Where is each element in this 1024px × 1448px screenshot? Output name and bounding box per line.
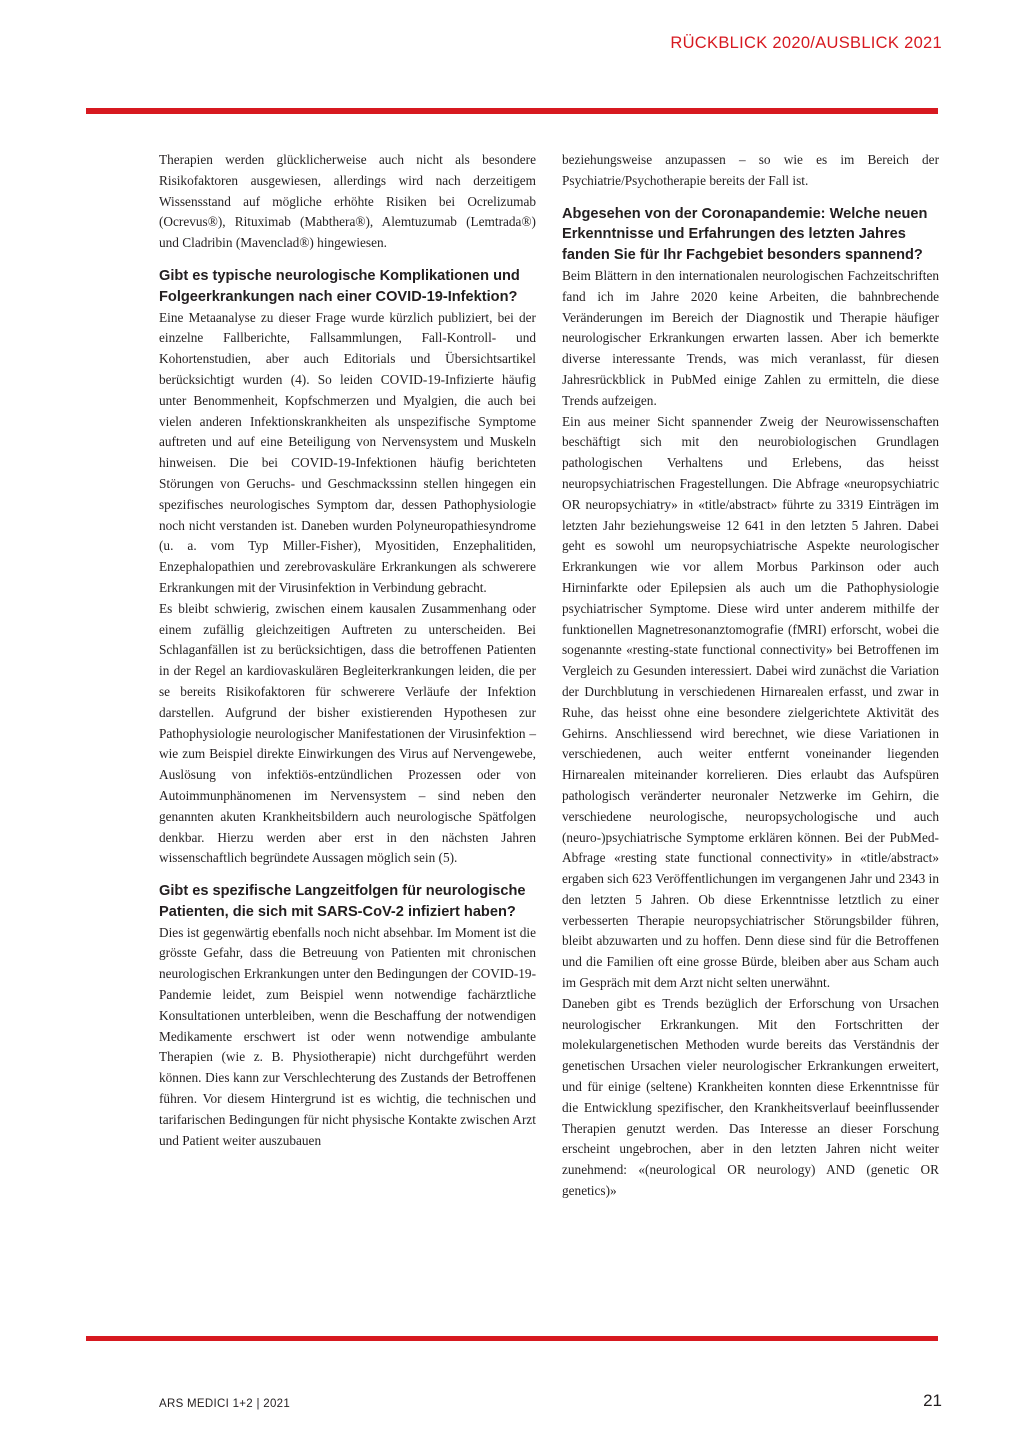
header-rule: [86, 108, 938, 114]
journal-footer: ARS MEDICI 1+2 | 2021: [159, 1398, 291, 1410]
page-number: 21: [923, 1391, 942, 1410]
right-column: [562, 150, 939, 1202]
body-paragraph: Eine Metaanalyse zu dieser Frage wurde kürzlich publiziert, bei der einzelne Fallberichte, Fallsammlungen, Fall-Kontroll- und Kohortenstudien, aber auch Editorials und Übersichtsartikel berücksichtigt wurden (4). So leiden COVID-19-Infizierte häufig unter Benommenheit, Kopfschmerzen und Myalgien, die auch bei vielen anderen Infektionskrankheiten als unspezifische Symptome auftreten und auf eine Beteiligung von Nervensystem und Muskeln hinweisen. Die bei COVID-19-Infektionen häufig berichteten Störungen von Geruchs- und Geschmackssinn stellen hingegen ein spezifisches neurologisches Symptom dar, dessen Pathophysiologie noch nicht verstanden ist. Daneben wurden Polyneuropathiesyndrome (u. a. vom Typ Miller-Fisher), Myositiden, Enzephalitiden, Enzephalopathien und zerebrovaskuläre Erkrankungen als schwerere Erkrankungen mit der Virusinfektion in Verbindung gebracht.: [159, 309, 536, 595]
question-heading: Abgesehen von der Coronapandemie: Welche neuen Erkenntnisse und Erfahrungen des letzten Jahres fanden Sie für Ihr Fachgebiet besonders spannend?: [562, 205, 928, 264]
body-paragraph: Dies ist gegenwärtig ebenfalls noch nicht absehbar. Im Moment ist die grösste Gefahr, dass die Betreuung von Patienten mit chronischen neurologischen Erkrankungen unter den Bedingungen der COVID-19-Pandemie leidet, zum Beispiel wenn notwendige fachärztliche Konsultationen unterbleiben, wenn die Beschaffung der notwendigen Medikamente erschwert ist oder wenn notwendige ambulante Therapien (wie z. B. Physiotherapie) nicht durchgeführt werden können. Dies kann zur Verschlechterung des Zustands der Betroffenen führen. Vor diesem Hintergrund ist es wichtig, die technischen und tarifarischen Bedingungen für nicht physische Kontakte zwischen Arzt und Patient weiter auszubauen: [159, 924, 536, 1148]
body-paragraph: Ein aus meiner Sicht spannender Zweig der Neurowissenschaften beschäftigt sich mit den neurobiologischen Grundlagen pathologischen Verhaltens und Erlebens, das heisst neuropsychiatrischen Fragestellungen. Die Abfrage «neuropsychiatric OR neuropsychiatry» in «title/abstract» führte zu 3319 Einträgen im letzten Jahr beziehungsweise 12 641 in den letzten 5 Jahren. Dabei geht es sowohl um neuropsychiatrische Aspekte neurologischer Erkrankungen wie vor allem Morbus Parkinson oder auch Hirninfarkte oder Epilepsien als auch um die Pathophysiologie psychiatrischer Symptome. Diese wird unter anderem mithilfe der funktionellen Magnetresonanztomografie (fMRI) erforscht, wobei die sogenannte «resting-state functional connectivity» bei Betroffenen im Vergleich zu Gesunden interessiert. Dabei wird zunächst die Variation der Durchblutung in verschiedenen Hirnarealen erfasst, und zwar in Ruhe, das heisst ohne eine besondere zielgerichtete Aktivität des Gehirns. Anschliessend wird berechnet, wie diese Variationen in verschiedenen, auch weiter entfernt voneinander liegenden Hirnarealen miteinander korrelieren. Dies erlaubt das Aufspüren pathologisch veränderter neuronaler Netzwerke im Gehirn, die verschiedene neurologische, neuropsychologische und auch (neuro-)psychiatrische Symptome erklären können. Bei der PubMed-Abfrage «resting state functional connectivity» in «title/abstract» ergaben sich 623 Veröffentlichungen im vergangenen Jahr und 2343 in den letzten 5 Jahren. Ob diese Erkenntnisse letztlich zu einer verbesserten Therapie neuropsychiatrischer Störungsbilder führen, bleibt abzuwarten und zu hoffen. Denn diese sind für die Betroffenen und die Familien oft eine grosse Bürde, bleiben aber aus Scham auch im Gespräch mit dem Arzt nicht selten unerwähnt.: [562, 413, 939, 991]
section-title: RÜCKBLICK 2020/AUSBLICK 2021: [670, 34, 942, 52]
question-heading: Gibt es typische neurologische Komplikationen und Folgeerkrankungen nach einer COVID-19-Infektion?: [159, 267, 520, 305]
body-paragraph: Daneben gibt es Trends bezüglich der Erforschung von Ursachen neurologischer Erkrankungen. Mit den Fortschritten der molekulargenetischen Methoden wurde bereits das Verständnis der genetischen Ursachen vieler neurologischer Erkrankungen erweitert, und für einige (seltene) Krankheiten konnten diese Erkenntnisse für die Entwicklung spezifischer, den Krankheitsverlauf beeinflussender Therapien genutzt werden. Das Interesse an dieser Forschung erscheint ungebrochen, aber in den letzten Jahren nicht weiter zunehmend: «(neurological OR neurology) AND (genetic OR genetics)»: [562, 995, 939, 1199]
footer-rule: [86, 1336, 938, 1341]
question-heading: Gibt es spezifische Langzeitfolgen für neurologische Patienten, die sich mit SARS-CoV-2 infiziert haben?: [159, 883, 526, 920]
left-column: [159, 150, 536, 1151]
body-paragraph: Es bleibt schwierig, zwischen einem kausalen Zusammenhang oder einem zufällig gleichzeitigen Auftreten zu unterscheiden. Bei Schlaganfällen ist zu berücksichtigen, dass die betroffenen Patienten in der Regel an kardiovaskulären Begleiterkrankungen leiden, die per se bereits Risikofaktoren für schwerere Verläufe der Infektion darstellen. Aufgrund der bisher existierenden Hypothesen zur Pathophysiologie neurologischer Manifestationen der Virusinfektion – wie zum Beispiel direkte Einwirkungen des Virus auf Nervengewebe, Auslösung von infektiös-entzündlichen Prozessen oder von Autoimmunphänomenen im Nervensystem – sind neben den genannten akuten Krankheitsbildern auch neurologische Spätfolgen denkbar. Hierzu werden aber erst in den nächsten Jahren wissenschaftlich begründete Aussagen möglich sein (5).: [159, 600, 536, 866]
body-paragraph: beziehungsweise anzupassen – so wie es im Bereich der Psychiatrie/Psychotherapie bereits der Fall ist.: [562, 152, 939, 188]
body-paragraph: Therapien werden glücklicherweise auch nicht als besondere Risikofaktoren ausgewiesen, allerdings wird nach derzeitigem Wissensstand auf mögliche erhöhte Risiken bei Ocrelizumab (Ocrevus®), Rituximab (Mabthera®), Alemtuzumab (Lemtrada®) und Cladribin (Mavenclad®) hingewiesen.: [159, 152, 536, 251]
body-paragraph: Beim Blättern in den internationalen neurologischen Fachzeitschriften fand ich im Jahre 2020 keine Arbeiten, die bahnbrechende Veränderungen im Bereich der Diagnostik und Therapie häufiger neurologischer Erkrankungen erwarten lassen. Aber ich bemerkte diverse interessante Trends, was mich veranlasst, für diesen Jahresrückblick in PubMed einige Zahlen zu ermitteln, die diese Trends aufzeigen.: [562, 267, 939, 408]
